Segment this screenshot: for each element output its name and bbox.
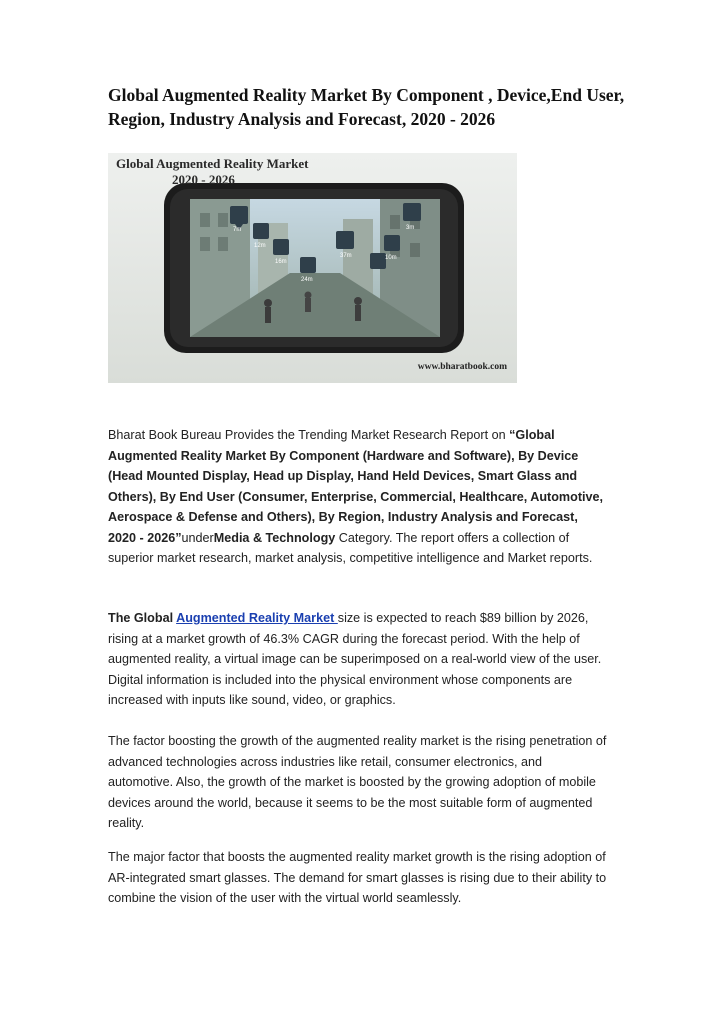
paragraph-market-size (108, 608, 608, 711)
banner-caption-title: Global Augmented Reality Market (116, 156, 309, 171)
ar-label: 37m (340, 253, 352, 259)
banner-caption-years: 2020 - 2026 (172, 172, 235, 187)
intro-rest: Category. The report offers a collection of superior market research, market analysis, competitive intelligence and Market reports. (108, 530, 593, 565)
ar-market-banner-image (108, 153, 517, 383)
ar-marker-museum (403, 203, 421, 221)
paragraph-intro (108, 425, 608, 569)
ar-marker-cafe (273, 239, 289, 255)
market-size-lead: The Global (108, 611, 177, 625)
under-text: under (181, 530, 214, 545)
title-line-2: Region, Industry Analysis and Forecast, 2020 - 2026 (108, 109, 496, 129)
ar-label: 24m (301, 277, 313, 283)
ar-label: 3m (406, 225, 415, 231)
augmented-reality-market-link[interactable]: Augmented Reality Market (176, 611, 338, 625)
paragraph-smart-glasses: The major factor that boosts the augmented reality market growth is the rising adoption of AR-integrated smart glasses. The demand for smart glasses is rising due to their ability to combine the vision of the user with the virtual world seamlessly. (108, 850, 607, 905)
paragraph-growth-factors: The factor boosting the growth of the augmented reality market is the rising penetration of advanced technologies across industries like retail, consumer electronics, and automotive. Also, the growth of the market is boosted by the growing adoption of mobile devices around the world, because it seems to be the most suitable form of augmented reality. (108, 734, 607, 830)
banner-website-url: www.bharatbook.com (417, 362, 507, 372)
ar-marker-hotel (384, 235, 400, 251)
document-title (108, 83, 628, 131)
ar-phone-illustration (108, 153, 517, 383)
ar-label: 7m (233, 227, 242, 233)
ar-label: 16m (275, 259, 287, 265)
market-size-rest: size is expected to reach $89 billion by 2026, rising at a market growth of 46.3% CAGR during the forecast period. With the help of augmented reality, a virtual image can be superimposed on a real-world view of the user. Digital information is included into the physical environment whose components are increased with inputs like sound, video, or graphics. (108, 611, 602, 707)
report-title: “Global Augmented Reality Market By Component (Hardware and Software), By Device (Head Mounted Display, Head up Display, Hand Held Devices, Smart Glass and Others), By End User (Consumer, Enterprise, Commercial, Healthcare, Automotive, Aerospace & Defense and Others), By Region, Industry Analysis and Forecast, 2020 - 2026” (108, 428, 604, 545)
ar-marker-drink (336, 231, 354, 249)
intro-text: Bharat Book Bureau Provides the Trending Market Research Report on (108, 428, 510, 442)
title-line-1: Global Augmented Reality Market By Component , Device,End User, (108, 85, 625, 105)
ar-marker-shop (253, 223, 269, 239)
ar-marker-restroom (370, 253, 386, 269)
category-name: Media & Technology (213, 530, 336, 545)
ar-label: 12m (254, 243, 266, 249)
ar-label: 10m (385, 255, 397, 261)
ar-marker-bus (300, 257, 316, 273)
